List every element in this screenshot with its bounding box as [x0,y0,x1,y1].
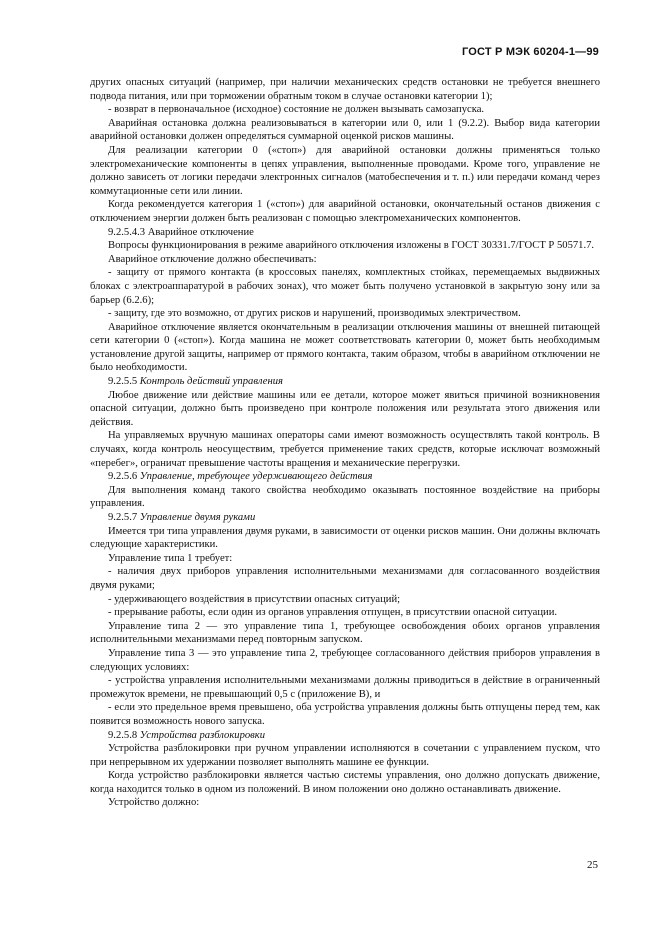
section-number: 9.2.5.7 [108,512,138,523]
section-heading [90,470,600,484]
paragraph: Для реализации категории 0 («стоп») для аварийной остановки должны применяться только электромеханические компоненты в цепях управления, выполненные проводами. Кроме того, управление не должно зависеть от логики передачи электронных сигналов (матобеспечения и т. п.) или передачи команд через коммутационные сети или линии. [90,144,600,197]
paragraph: - удерживающего воздействия в присутствии опасных ситуаций; [108,593,401,605]
paragraph: - прерывание работы, если один из органов управления отпущен, в присутствии опасной ситуации. [108,607,558,619]
section-number: 9.2.5.8 [108,729,138,741]
paragraph: Любое движение или действие машины или ее детали, которое может явиться причиной возникновения опасной ситуации, должно быть произведено при контроле положения или результата этого движения или действия. [90,389,600,428]
paragraph: Управление типа 2 — это управление типа 1, требующее освобождения обоих органов управления исполнительными механизмами перед повторным запуском. [90,620,600,646]
paragraph: Имеется три типа управления двумя руками, в зависимости от оценки рисков машин. Они должны включать следующие характеристики. [90,525,600,551]
section-number: 9.2.5.6 [108,471,138,483]
paragraph: Управление типа 1 требует: [108,552,233,564]
paragraph: - если это предельное время превышено, оба устройства управления должны быть отпущены перед тем, как появится возможность нового запуска. [90,702,600,727]
page-number: 25 [587,859,598,871]
paragraph: - устройства управления исполнительными механизмами должны приводиться в действие в ограниченный промежуток времени, не превышающий 0,5 с (приложение В), и [90,675,600,700]
paragraph: Аварийное отключение является окончательным в реализации отключения машины от внешней питающей сети категории 0 («стоп»). Когда машина не может соответствовать категории 0, может быть необходимым установление другой защиты, например от прямого контакта, таким образом, чтобы в аварийном отключении не было необходимости. [90,321,600,374]
section-heading [90,729,600,743]
paragraph: Вопросы функционирования в режиме аварийного отключения изложены в ГОСТ 30331.7/ГОСТ Р 50571.7. [108,240,595,252]
paragraph: Аварийная остановка должна реализовываться в категории или 0, или 1 (9.2.2). Выбор вида категории аварийной остановки должен определяться суммарной оценкой рисков машины. [90,117,600,143]
section-heading [90,226,600,240]
section-title: Аварийное отключение [147,226,254,238]
paragraph: Устройства разблокировки при ручном управлении исполняются в сочетании с управлением пуском, что при непрерывном их удержании позволяет выполнять машине ее функции. [90,743,600,768]
paragraph: Аварийное отключение должно обеспечивать: [108,253,317,265]
paragraph: Когда устройство разблокировки является частью системы управления, оно должно допускать движение, когда находится только в одном из положений. В ином положении оно должно останавливать движение. [90,770,600,795]
section-title: Контроль действий управления [139,376,283,388]
paragraph: Когда рекомендуется категория 1 («стоп») для аварийной остановки, окончательный останов движения с отключением энергии должен быть реализован с помощью электромеханических компонентов. [90,199,600,224]
paragraph: - защиту от прямого контакта (в кроссовых панелях, комплектных стойках, перемещаемых выдвижных блоках с электроаппаратурой в рабочих зонах), что может быть получено установкой в закрытую зону или за барьер (6.2.6); [90,267,600,306]
paragraph: - наличия двух приборов управления исполнительными механизмами для согласованного воздействия двумя руками; [90,566,600,591]
paragraph: других опасных ситуаций (например, при наличии механических средств остановки не требуется внешнего подвода питания, или при торможении обратным током в случае остановки категории 1); [90,77,600,102]
standard-header: ГОСТ Р МЭК 60204-1—99 [461,46,599,58]
section-number: 9.2.5.5 [108,376,138,388]
document-body [90,76,600,810]
paragraph: - возврат в первоначальное (исходное) состояние не должен вызывать самозапуска. [108,104,485,116]
paragraph: Устройство должно: [108,797,200,809]
section-heading [90,375,600,389]
paragraph: Управление типа 3 — это управление типа 2, требующее согласованного действия приборов управления в следующих условиях: [90,647,600,673]
section-title: Управление двумя руками [139,512,256,523]
section-heading [90,511,600,525]
paragraph: На управляемых вручную машинах операторы сами имеют возможность осуществлять такой контроль. В случаях, когда контроль неосуществим, требуется применение таких средств, которые исключат возможный «перебег», ограничат превышение частоты вращения и механические перегрузки. [90,430,600,469]
section-title: Устройства разблокировки [139,729,266,741]
paragraph: - защиту, где это возможно, от других рисков и нарушений, производимых электричеством. [108,308,521,320]
section-number: 9.2.5.4.3 [108,226,146,238]
section-title: Управление, требующее удерживающего действия [139,471,373,483]
paragraph: Для выполнения команд такого свойства необходимо оказывать постоянное воздействие на приборы управления. [90,484,600,510]
